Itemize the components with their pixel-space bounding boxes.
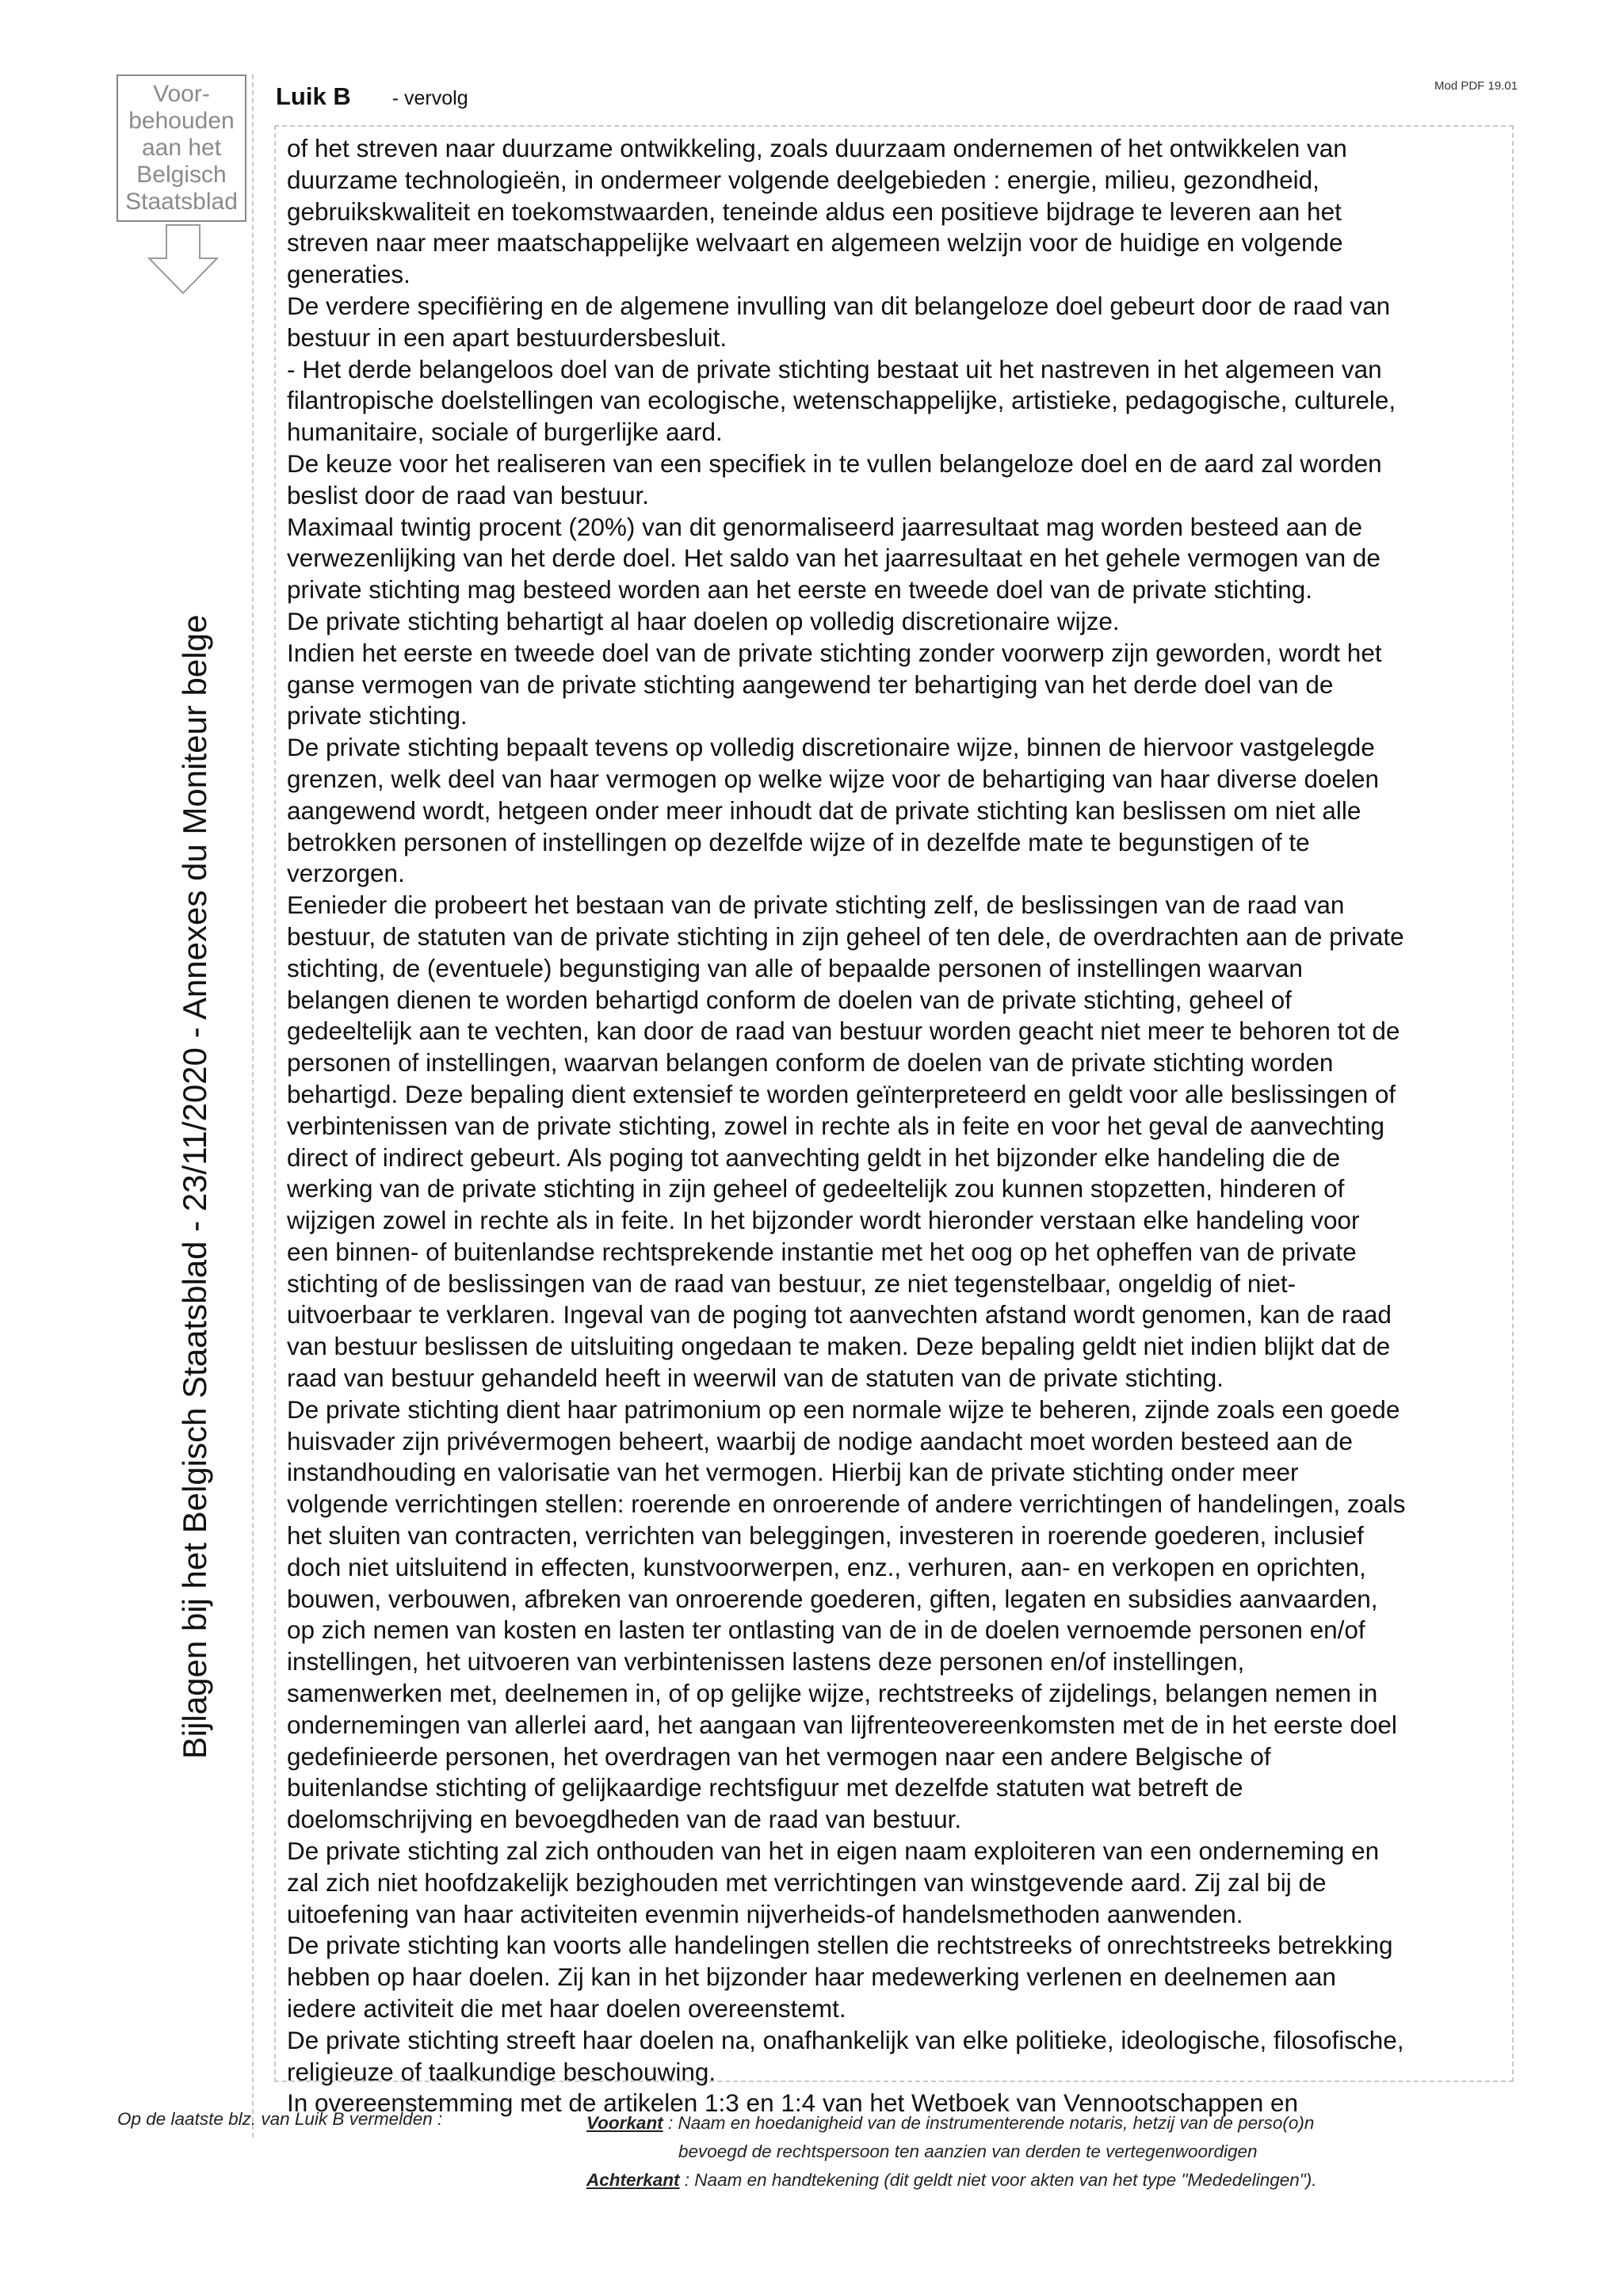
body-text-line: buitenlandse stichting of gelijkaardige rechtsfiguur met dezelfde statuten wat betreft de [287, 1773, 1243, 1802]
body-text-line: uitoefening van haar activiteiten evenmin nijverheids-of handelsmethoden aanwenden. [287, 1899, 1243, 1928]
body-text-line: De verdere specifiëring en de algemene invulling van dit belangeloze doel gebeurt door de raad van [287, 291, 1391, 320]
body-text-line: bouwen, verbouwen, afbreken van onroerende goederen, giften, legaten en subsidies aanvaarden, [287, 1584, 1378, 1613]
body-text-line: streven naar meer maatschappelijke welvaart en algemeen welzijn voor de huidige en volgende [287, 228, 1343, 257]
body-text-line: De private stichting dient haar patrimonium op een normale wijze te beheren, zijnde zoals een goede [287, 1394, 1400, 1424]
body-text-line: gedefinieerde personen, het overdragen van het vermogen naar een andere Belgische of [287, 1741, 1271, 1771]
body-text-line: volgende verrichtingen stellen: roerende en onroerende of andere verrichtingen of handelingen, zoals [287, 1489, 1406, 1519]
achterkant-label: Achterkant [586, 2170, 680, 2190]
body-text-line: behartigd. Deze bepaling dient extensief te worden geïnterpreteerd en geldt voor alle beslissingen of [287, 1079, 1396, 1108]
body-text-line: private stichting. [287, 701, 468, 730]
body-text-line: verwezenlijking van het derde doel. Het saldo van het jaarresultaat en het gehele vermogen van de [287, 543, 1381, 573]
voorkant-label: Voorkant [586, 2113, 663, 2133]
body-text-line: filantropische doelstellingen van ecologische, wetenschappelijke, artistieke, pedagogische, culturele, [287, 386, 1396, 415]
body-text-line: bestuur, de statuten van de private stichting in zijn geheel of ten dele, de overdrachten aan de private [287, 921, 1404, 951]
body-text-line: wijzigen zowel in rechte als in feite. In het bijzonder wordt hieronder verstaan elke handeling voor [287, 1206, 1360, 1235]
body-text-line: belangen dienen te worden behartigd conform de doelen van de private stichting, geheel of [287, 985, 1292, 1014]
body-text-line: direct of indirect gebeurt. Als poging tot aanvechting geldt in het bijzonder elke handeling die de [287, 1142, 1341, 1172]
section-header [276, 82, 468, 111]
body-text-line: raad van bestuur gehandeld heeft in weerwil van de statuten van de private stichting. [287, 1363, 1224, 1393]
section-subtitle: - vervolg [391, 87, 468, 109]
body-text-line: instellingen, het uitvoeren van verbintenissen lastens deze personen en/of instellingen, [287, 1647, 1245, 1676]
body-text-line: of het streven naar duurzame ontwikkeling, zoals duurzaam ondernemen of het ontwikkelen van [287, 134, 1347, 162]
section-title: Luik B [276, 82, 351, 110]
document-body [274, 125, 1514, 2118]
body-text-line: op zich nemen van kosten en lasten ter ontlasting van de in de doelen vernoemde personen en/of [287, 1615, 1365, 1645]
vertical-publication-title: Bijlagen bij het Belgisch Staatsblad - 23/11/2020 - Annexes du Moniteur belge [176, 614, 213, 1760]
body-text-line: private stichting mag besteed worden aan het eerste en tweede doel van de private stichting. [287, 575, 1313, 605]
body-text-line: bestuur in een apart bestuurdersbesluit. [287, 322, 727, 352]
body-text-line: het sluiten van contracten, verrichten van beleggingen, investeren in roerende goederen, inclusief [287, 1521, 1364, 1550]
reserved-line: Voor- [153, 81, 210, 108]
body-text-line: aangewend wordt, hetgeen onder meer inhoudt dat de private stichting kan beslissen om niet alle [287, 795, 1361, 825]
down-arrow-icon [146, 223, 220, 296]
form-code: Mod PDF 19.01 [1434, 79, 1518, 93]
body-text-line: hebben op haar doelen. Zij kan in het bijzonder haar medewerking verlenen en deelnemen aan [287, 1962, 1336, 1992]
body-text-line: duurzame technologieën, in ondermeer volgende deelgebieden : energie, milieu, gezondheid, [287, 165, 1319, 194]
body-text-line: uitvoerbaar te verklaren. Ingeval van de poging tot aanvechten afstand wordt genomen, kan de raad [287, 1300, 1392, 1329]
body-text-line: In overeenstemming met de artikelen 1:3 en 1:4 van het Wetboek van Vennootschappen en [287, 2088, 1299, 2118]
body-text-line: huisvader zijn privévermogen beheert, waarbij de nodige aandacht moet worden besteed aan de [287, 1426, 1353, 1455]
achterkant-text: : Naam en handtekening (dit geldt niet voor akten van het type "Mededelingen"). [679, 2170, 1317, 2190]
body-text-line: ondernemingen van allerlei aard, het aangaan van lijfrenteovereenkomsten met de in het eerste doel [287, 1710, 1397, 1739]
voorkant-text-continued: bevoegd de rechtspersoon ten aanzien van derden te vertegenwoordigen [678, 2142, 1258, 2161]
body-text-line: doelomschrijving en bevoegdheden van de raad van bestuur. [287, 1805, 962, 1834]
body-text-line: doch niet uitsluitend in effecten, kunstvoorwerpen, enz., verhuren, aan- en verkopen en oprichten, [287, 1552, 1366, 1581]
body-text-line: De private stichting streeft haar doelen na, onafhankelijk van elke politieke, ideologische, filosofische, [287, 2025, 1404, 2054]
voorkant-text: : Naam en hoedanigheid van de instrumenterende notaris, hetzij van de perso(o)n [663, 2113, 1315, 2133]
body-text-line: generaties. [287, 260, 411, 289]
body-text-line: gedeeltelijk aan te vechten, kan door de raad van bestuur worden geacht niet meer te behoren tot de [287, 1016, 1400, 1046]
body-text-line: van bestuur beslissen de uitsluiting ongedaan te maken. Deze bepaling geldt niet indien blijkt dat de [287, 1332, 1391, 1361]
body-text-line: De private stichting zal zich onthouden van het in eigen naam exploiteren van een onderneming en [287, 1836, 1380, 1866]
body-text-line: betrokken personen of instellingen op dezelfde wijze of in dezelfde mate te begunstigen of te [287, 827, 1310, 856]
body-text-line: Eenieder die probeert het bestaan van de private stichting zelf, de beslissingen van de raad van [287, 891, 1345, 920]
footer-notes [586, 2109, 1537, 2195]
body-text-line: beslist door de raad van bestuur. [287, 480, 650, 509]
left-column-divider [252, 74, 254, 2138]
body-text-line: een binnen- of buitenlandse rechtsprekende instantie met het oog op het opheffen van de private [287, 1237, 1357, 1266]
body-text-line: De private stichting bepaalt tevens op volledig discretionaire wijze, binnen de hiervoor vastgelegde [287, 733, 1375, 762]
body-text-line: personen of instellingen, waarvan belangen conform de doelen van de private stichting worden [287, 1048, 1334, 1077]
body-text-line: iedere activiteit die met haar doelen overeenstemt. [287, 1994, 846, 2023]
body-text-line: gebruikskwaliteit en toekomstwaarden, teneinde aldus een positieve bijdrage te leveren aan het [287, 196, 1342, 226]
body-text-line: verbintenissen van de private stichting, zowel in rechte als in feite en voor het geval de aanvechting [287, 1111, 1385, 1140]
reserved-line: Belgisch [136, 161, 227, 188]
body-text-line: grenzen, welk deel van haar vermogen op welke wijze voor de behartiging van haar diverse doelen [287, 764, 1380, 793]
body-text-line: verzorgen. [287, 859, 405, 888]
reserved-line: Staatsblad [125, 188, 238, 215]
body-text-line: stichting, de (eventuele) begunstiging van alle of bepaalde personen of instellingen waarvan [287, 953, 1303, 982]
reserved-line: aan het [141, 135, 222, 162]
body-text-line: - Het derde belangeloos doel van de private stichting bestaat uit het nastreven in het algemeen van [287, 354, 1382, 383]
body-text-line: religieuze of taalkundige beschouwing. [287, 2057, 716, 2086]
reserved-for-staatsblad-box [116, 74, 246, 222]
body-text-line: Indien het eerste en tweede doel van de private stichting zonder voorwerp zijn geworden, wordt het [287, 638, 1382, 667]
body-text-line: instandhouding en valorisatie van het vermogen. Hierbij kan de private stichting onder meer [287, 1458, 1299, 1487]
body-text-line: humanitaire, sociale of burgerlijke aard. [287, 418, 723, 447]
reserved-line: behouden [128, 108, 235, 135]
body-text-line: werking van de private stichting in zijn geheel of gedeeltelijk zou kunnen stopzetten, hinderen of [287, 1174, 1345, 1203]
body-text-line: De keuze voor het realiseren van een specifiek in te vullen belangeloze doel en de aard zal worden [287, 448, 1382, 478]
body-text-line: samenwerken met, deelnemen in, of op gelijke wijze, rechtstreeks of zijdelings, belangen nemen in [287, 1679, 1378, 1708]
body-text-line: zal zich niet hoofdzakelijk bezighouden met verrichtingen van winstgevende aard. Zij zal bij de [287, 1867, 1327, 1897]
body-text-line: ganse vermogen van de private stichting aangewend ter behartiging van het derde doel van de [287, 669, 1334, 699]
body-text-line: De private stichting kan voorts alle handelingen stellen die rechtstreeks of onrechtstreeks betrekking [287, 1931, 1393, 1960]
footer-instruction: Op de laatste blz. van Luik B vermelden : [117, 2109, 443, 2129]
body-text-line: stichting of de beslissingen van de raad van bestuur, ze niet tegenstelbaar, ongeldig of niet- [287, 1268, 1296, 1298]
body-text-line: De private stichting behartigt al haar doelen op volledig discretionaire wijze. [287, 606, 1120, 635]
body-text-line: Maximaal twintig procent (20%) van dit genormaliseerd jaarresultaat mag worden besteed aan de [287, 512, 1362, 541]
